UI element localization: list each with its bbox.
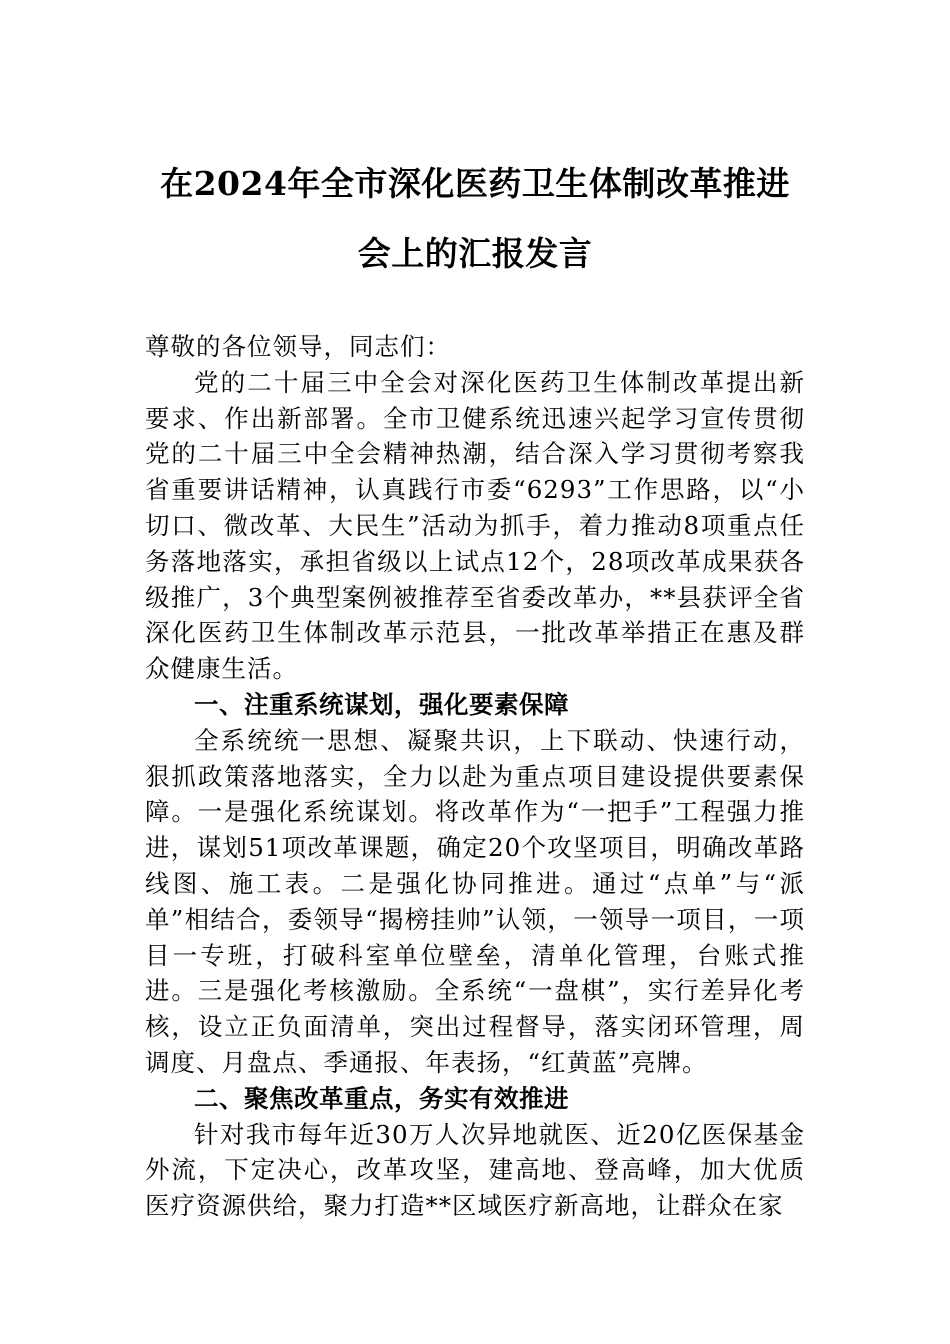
section-1-heading: 一、注重系统谋划，强化要素保障 [194,689,569,719]
section-2-paragraph: 针对我市每年近30万人次异地就医、近20亿医保基金外流，下定决心，改革攻坚，建高地、登高峰，加大优质医疗资源供给，聚力打造**区域医疗新高地，让群众在家 [145,1119,805,1221]
section-2-heading: 二、聚焦改革重点，务实有效推进 [194,1083,569,1113]
salutation: 尊敬的各位领导，同志们： [145,332,451,361]
intro-paragraph: 党的二十届三中全会对深化医药卫生体制改革提出新要求、作出新部署。全市卫健系统迅速兴起学习宣传贯彻党的二十届三中全会精神热潮，结合深入学习贯彻考察我省重要讲话精神，认真践行市委“6293”工作思路，以“小切口、微改革、大民生”活动为抓手，着力推动8项重点任务落地落实，承担省级以上试点12个，28项改革成果获各级推广，3个典型案例被推荐至省委改革办，**县获评全省深化医药卫生体制改革示范县，一批改革举措正在惠及群众健康生活。 [145,367,805,684]
section-1-paragraph: 全系统统一思想、凝聚共识，上下联动、快速行动，狠抓政策落地落实，全力以赴为重点项目建设提供要素保障。一是强化系统谋划。将改革作为“一把手”工程强力推进，谋划51项改革课题，确定20个攻坚项目，明确改革路线图、施工表。二是强化协同推进。通过“点单”与“派单”相结合，委领导“揭榜挂帅”认领，一领导一项目，一项目一专班，打破科室单位壁垒，清单化管理，台账式推进。三是强化考核激励。全系统“一盘棋”，实行差异化考核，设立正负面清单，突出过程督导，落实闭环管理，周调度、月盘点、季通报、年表扬，“红黄蓝”亮牌。 [145,725,805,1077]
document-body [145,329,805,1224]
document-title-line-1: 在2024年全市深化医药卫生体制改革推进 [160,164,790,203]
document-title-line-2: 会上的汇报发言 [357,234,593,273]
